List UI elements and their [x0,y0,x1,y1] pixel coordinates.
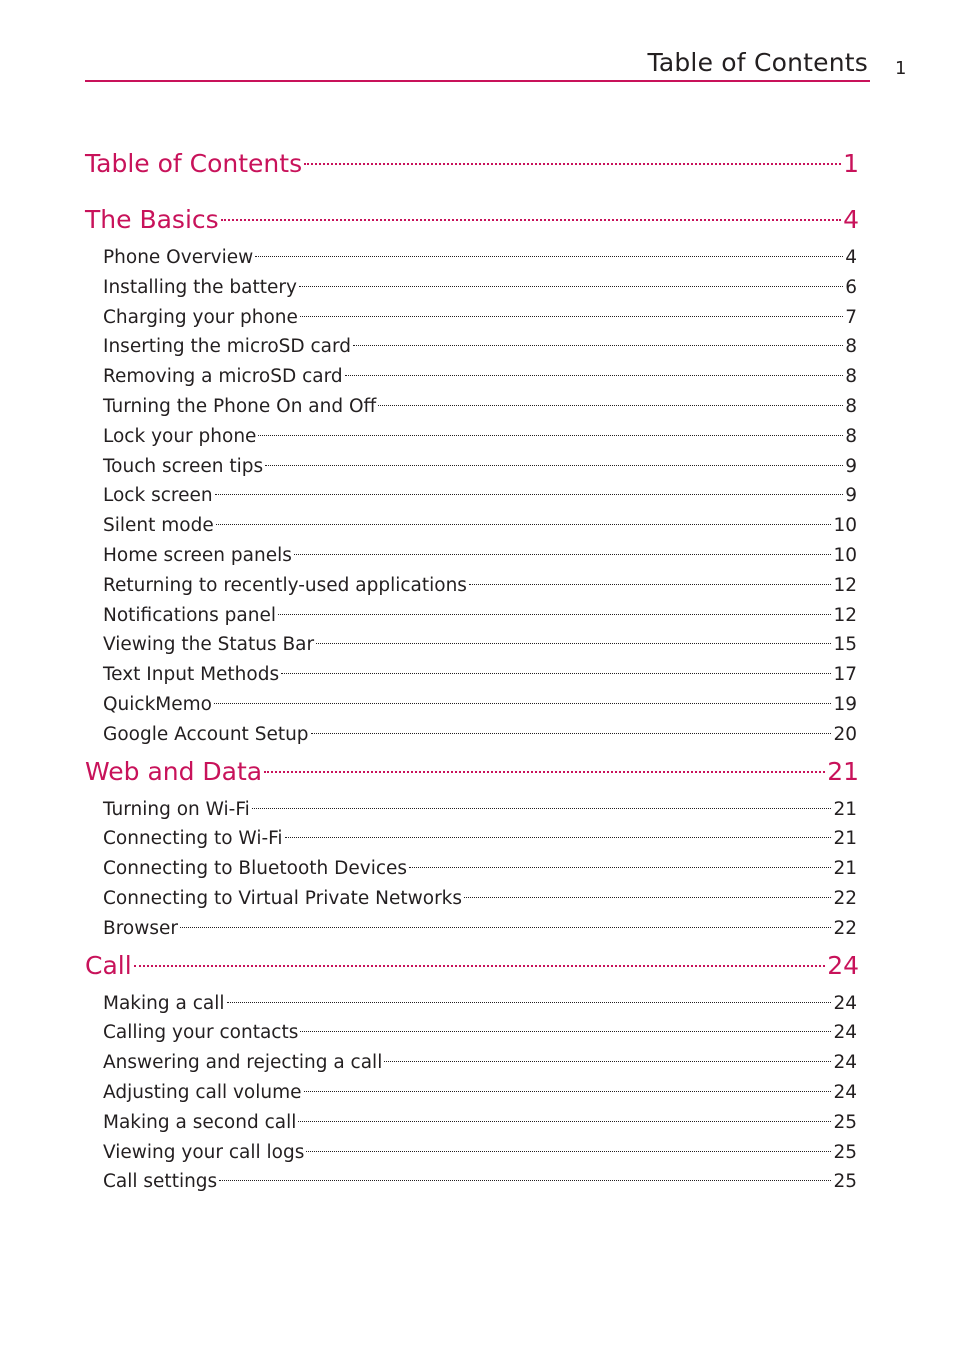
entry-label: Making a call [103,992,225,1014]
entry-page-number: 21 [833,828,857,850]
entry-page-number: 8 [845,425,857,447]
toc-entry[interactable] [103,362,857,392]
entry-label: Charging your phone [103,306,298,328]
entry-page-number: 20 [833,723,857,745]
entry-label: Calling your contacts [103,1022,299,1044]
toc-section [85,944,859,1198]
entry-label: Making a second call [103,1111,297,1133]
entry-label: Silent mode [103,515,214,537]
dot-leader [264,771,825,773]
entry-label: Connecting to Virtual Private Networks [103,887,463,909]
toc-entry[interactable] [103,795,857,825]
dot-leader [316,643,831,644]
dot-leader [216,524,832,525]
toc-section-heading[interactable] [85,201,859,239]
toc-entry[interactable] [103,914,857,944]
entry-page-number: 24 [833,1081,857,1103]
dot-leader [384,1061,831,1062]
entry-page-number: 4 [845,247,857,268]
entry-page-number: 24 [833,992,857,1014]
dot-leader [306,1151,831,1152]
toc-entry[interactable] [103,571,857,601]
toc-section-heading[interactable] [85,145,859,183]
entry-page-number: 25 [833,1141,857,1163]
header-rule [85,80,870,82]
entry-label: Installing the battery [103,276,297,298]
dot-leader [311,733,832,734]
dot-leader [353,345,843,346]
toc-entry[interactable] [103,601,857,631]
toc-entry[interactable] [103,854,857,884]
toc-entry[interactable] [103,884,857,914]
entry-page-number: 24 [833,1022,857,1044]
toc-entry[interactable] [103,1078,857,1108]
toc-entry[interactable] [103,989,857,1019]
dot-leader [300,1031,831,1032]
entry-page-number: 24 [833,1052,857,1074]
toc-entry[interactable] [103,541,857,571]
entry-label: Inserting the microSD card [103,336,352,358]
dot-leader [278,614,831,615]
entry-page-number: 25 [833,1111,857,1133]
dot-leader [469,584,832,585]
dot-leader [221,219,841,221]
dot-leader [299,286,843,287]
dot-leader [409,867,831,868]
section-page-number: 4 [843,205,859,234]
dot-leader [214,703,831,704]
toc-entry[interactable] [103,1048,857,1078]
entry-page-number: 22 [833,887,857,909]
dot-leader [281,673,831,674]
dot-leader [378,405,843,406]
entry-page-number: 25 [833,1171,857,1193]
dot-leader [304,163,841,165]
entry-label: Viewing the Status Bar [103,634,315,656]
section-page-number: 1 [843,149,859,178]
entry-page-number: 8 [845,366,857,388]
entry-label: Phone Overview [103,247,254,268]
dot-leader [219,1180,831,1181]
dot-leader [300,316,843,317]
entry-page-number: 7 [845,306,857,328]
entry-label: Lock your phone [103,425,257,447]
toc-section [85,145,859,198]
toc-entry[interactable] [103,511,857,541]
toc-entry[interactable] [103,303,857,333]
toc-entry[interactable] [103,1167,857,1197]
toc-entry[interactable] [103,452,857,482]
entry-page-number: 17 [833,664,857,686]
dot-leader [180,927,831,928]
entry-page-number: 21 [833,798,857,820]
toc-entry[interactable] [103,1138,857,1168]
table-of-contents [85,145,859,1197]
entry-page-number: 8 [845,395,857,417]
section-title: The Basics [85,205,219,234]
dot-leader [304,1091,832,1092]
toc-entry[interactable] [103,630,857,660]
entry-label: Connecting to Bluetooth Devices [103,858,408,880]
toc-entry[interactable] [103,824,857,854]
dot-leader [215,494,844,495]
section-page-number: 24 [827,950,859,980]
section-title: Table of Contents [85,149,303,178]
toc-entry[interactable] [103,1108,857,1138]
entry-page-number: 6 [845,276,857,298]
entry-label: Lock screen [103,485,213,507]
entry-page-number: 10 [833,515,857,537]
entry-label: Notifications panel [103,604,276,626]
dot-leader [255,256,843,257]
entry-page-number: 9 [845,455,857,477]
dot-leader [265,465,843,466]
entry-label: Browser [103,917,178,939]
entry-label: Home screen panels [103,544,292,566]
entry-label: Google Account Setup [103,723,309,745]
entry-label: Connecting to Wi-Fi [103,828,283,850]
entry-page-number: 21 [833,858,857,880]
dot-leader [285,837,832,838]
entry-label: Returning to recently-used applications [103,574,467,596]
entry-label: Adjusting call volume [103,1081,302,1103]
toc-entry[interactable] [103,1018,857,1048]
entry-page-number: 22 [833,917,857,939]
dot-leader [464,897,831,898]
toc-entry[interactable] [103,481,857,511]
dot-leader [227,1002,832,1003]
toc-section-heading[interactable] [85,947,859,985]
dot-leader [258,435,843,436]
toc-entry[interactable] [103,273,857,303]
entry-page-number: 10 [833,544,857,566]
header-title: Table of Contents [647,48,868,77]
toc-section [85,750,859,944]
toc-entry[interactable] [103,660,857,690]
section-page-number: 21 [827,756,859,786]
page-number: 1 [895,58,907,79]
entry-label: Turning the Phone On and Off [103,395,377,417]
entry-label: Touch screen tips [103,455,264,477]
dot-leader [252,808,832,809]
entry-page-number: 12 [833,574,857,596]
toc-entry[interactable] [103,392,857,422]
entry-page-number: 12 [833,604,857,626]
entry-page-number: 8 [845,336,857,358]
toc-entry[interactable] [103,720,857,750]
entry-label: Turning on Wi-Fi [103,798,250,820]
entry-page-number: 19 [833,693,857,715]
section-title: Web and Data [85,756,263,786]
entry-label: Call settings [103,1171,218,1193]
toc-entry[interactable] [103,422,857,452]
entry-label: QuickMemo [103,693,212,715]
section-title: Call [85,950,132,980]
dot-leader [134,965,826,967]
entry-label: Answering and rejecting a call [103,1052,383,1074]
toc-section [85,198,859,750]
toc-entry[interactable] [103,243,857,273]
entry-page-number: 9 [845,485,857,507]
entry-page-number: 15 [833,634,857,656]
toc-section-heading[interactable] [85,753,859,791]
toc-entry[interactable] [103,332,857,362]
entry-label: Text Input Methods [103,664,280,686]
entry-label: Removing a microSD card [103,366,343,388]
toc-entry[interactable] [103,690,857,720]
dot-leader [345,375,844,376]
dot-leader [294,554,832,555]
dot-leader [298,1121,831,1122]
entry-label: Viewing your call logs [103,1141,305,1163]
